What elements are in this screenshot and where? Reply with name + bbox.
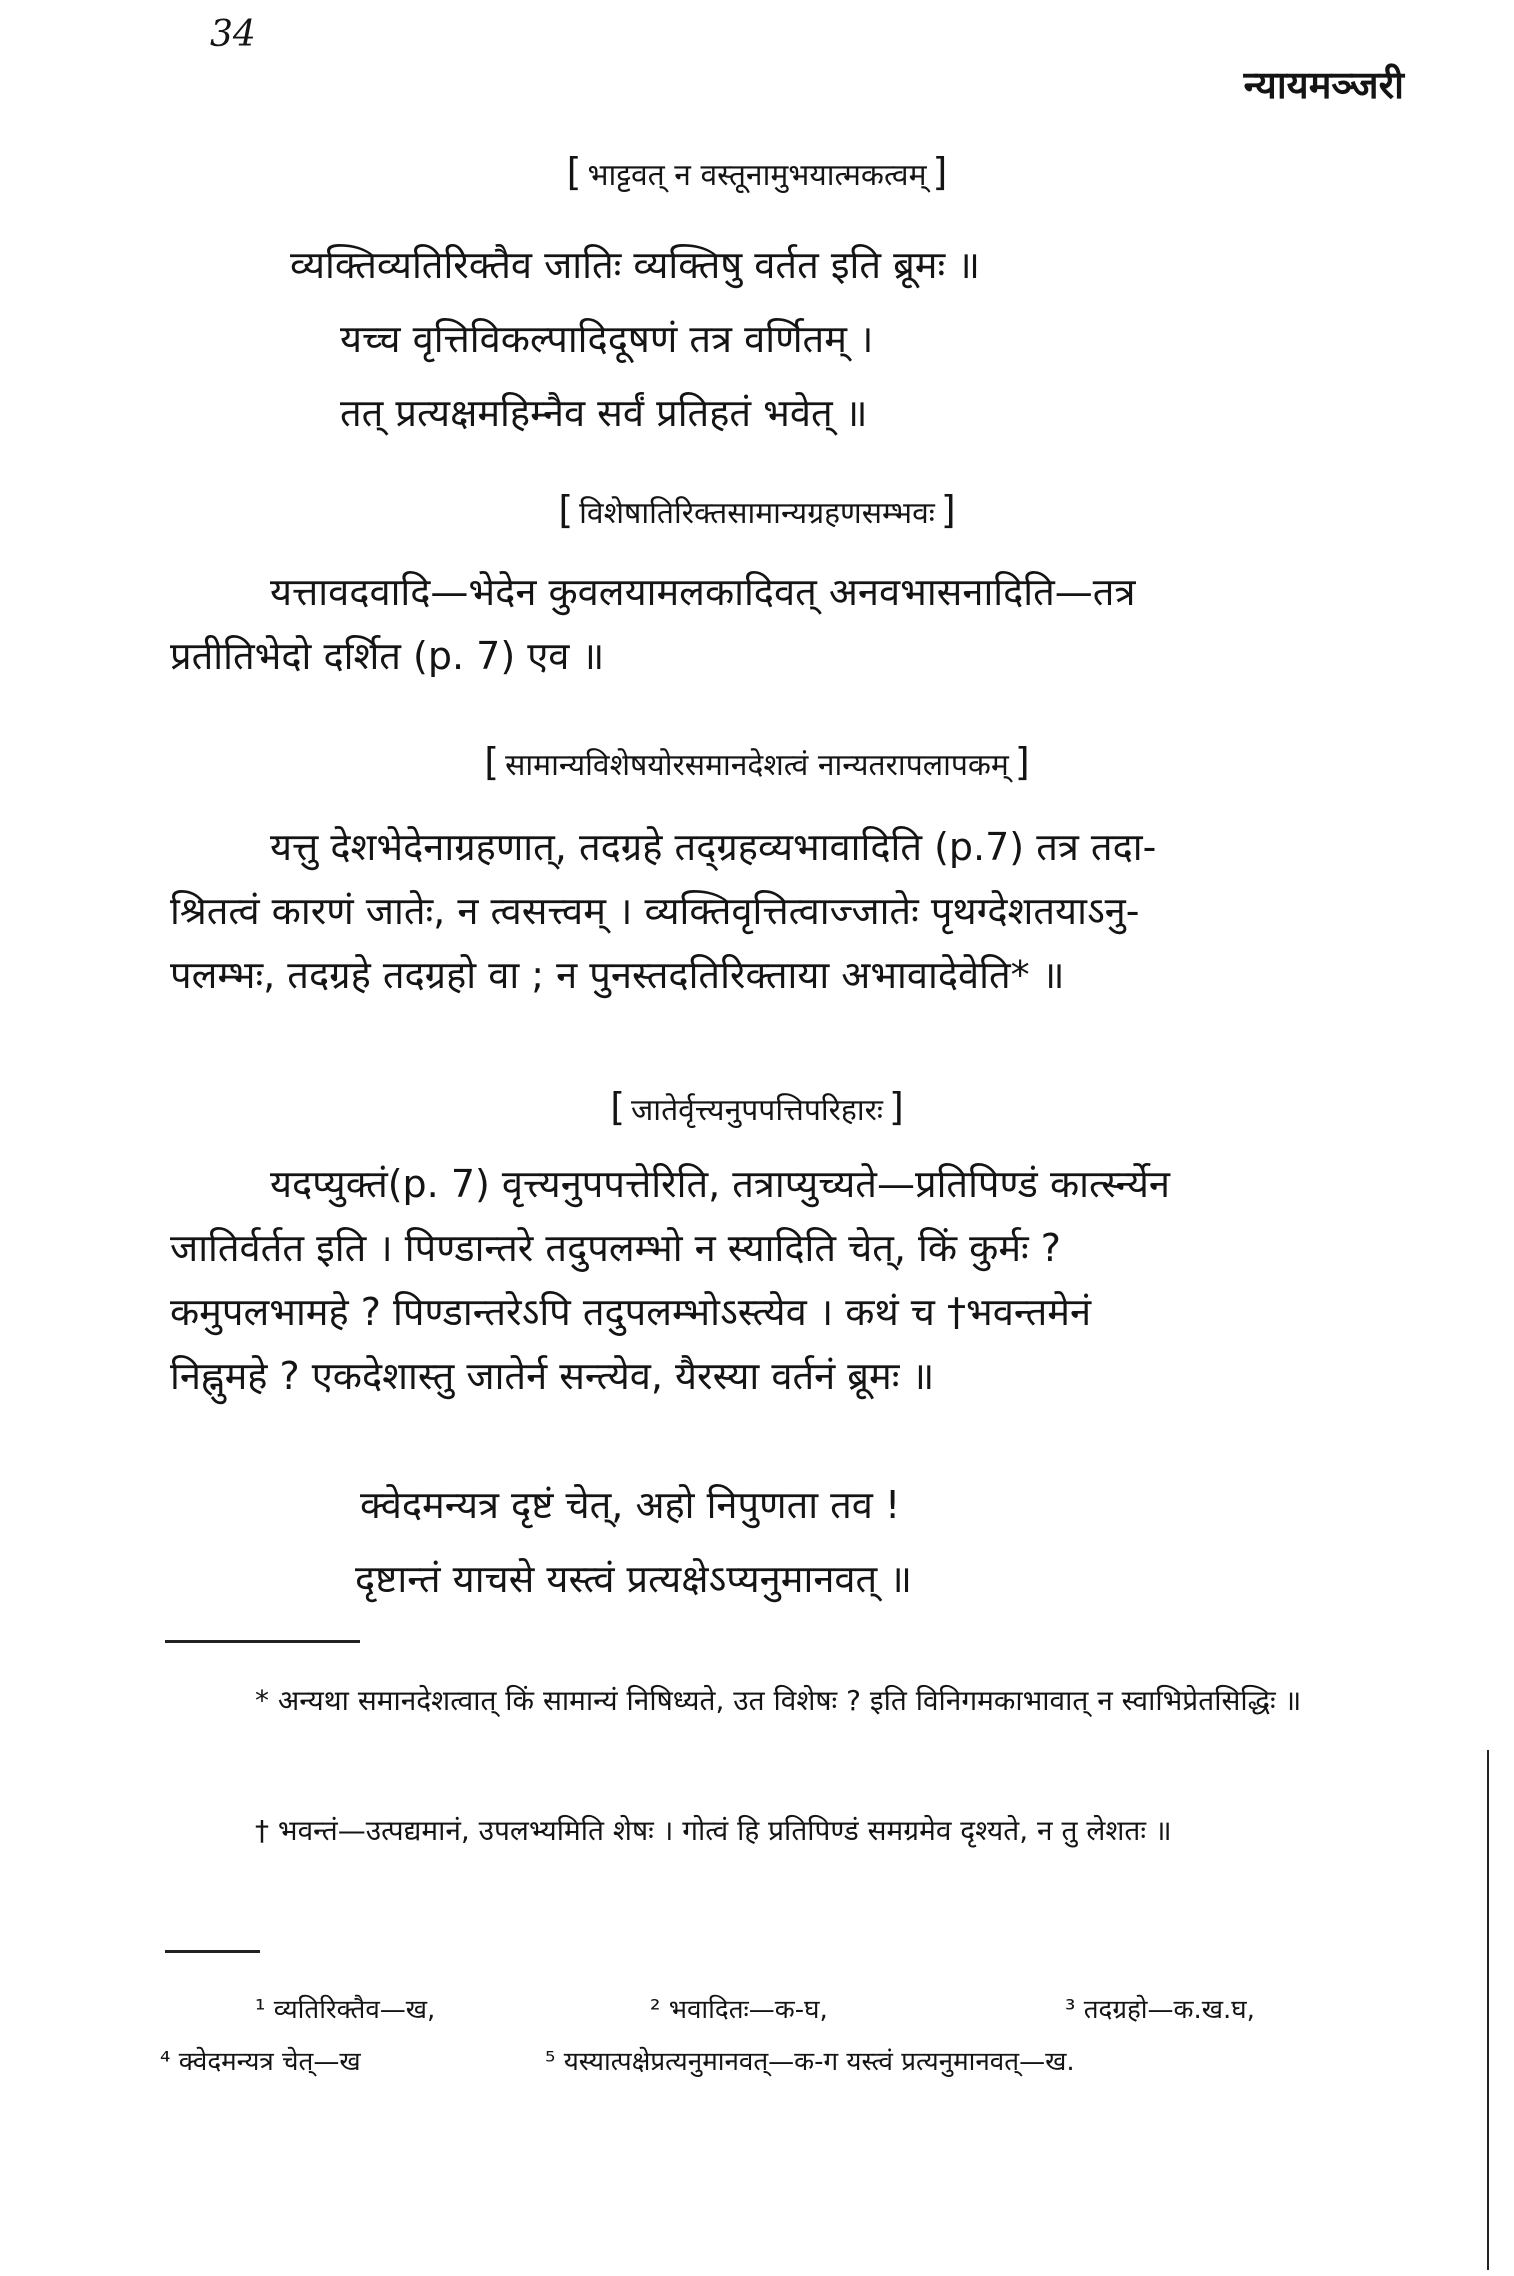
paragraph (170, 560, 1385, 688)
paragraph-line: यदप्युक्तं(p. 7) वृत्त्यनुपपत्तेरिति, तत्राप्युच्यते—प्रतिपिण्डं कार्त्स्न्येन (270, 1162, 1171, 1206)
paragraph-line: श्रितत्वं कारणं जातेः, न त्वसत्त्वम् । व्यक्तिवृत्तित्वाज्जातेः पृथग्देशतयाऽनु- (170, 889, 1140, 933)
section-heading: [ सामान्यविशेषयोरसमानदेशत्वं नान्यतरापलापकम् ] (484, 740, 1030, 784)
variant-separator (165, 1950, 260, 1953)
paragraph-line: प्रतीतिभेदो दर्शित (p. 7) एव ॥ (170, 634, 605, 678)
paragraph (170, 815, 1385, 1007)
paragraph (170, 1152, 1385, 1408)
verse-line: तत् प्रत्यक्षमहिम्नैव सर्वं प्रतिहतं भवेत् ॥ (340, 391, 868, 435)
variant-reading: ³ तदग्रहो—क.ख.घ, (1065, 1995, 1255, 2025)
section-heading: [ जातेर्वृत्त्यनुपपत्तिपरिहारः ] (610, 1085, 904, 1129)
paragraph-line: यत्तावदवादि—भेदेन कुवलयामलकादिवत् अनवभासनादिति—तत्र (270, 570, 1136, 614)
paragraph-line: जातिर्वर्तत इति । पिण्डान्तरे तदुपलम्भो न स्यादिति चेत्, किं कुर्मः ? (170, 1226, 1061, 1270)
footnote: * अन्यथा समानदेशत्वात् किं सामान्यं निषिध्यते, उत विशेषः ? इति विनिगमकाभावात् न स्वाभिप्रेतसिद्धिः ॥ (255, 1684, 1302, 1717)
paragraph-line: पलम्भः, तदग्रहे तदग्रहो वा ; न पुनस्तदतिरिक्ताया अभावादेवेति* ॥ (170, 953, 1065, 997)
paragraph-line: कमुपलभामहे ? पिण्डान्तरेऽपि तदुपलम्भोऽस्त्येव । कथं च †भवन्तमेनं (170, 1290, 1092, 1334)
variant-reading: ¹ व्यतिरिक्तैव—ख, (255, 1995, 436, 2025)
verse-line: यच्च वृत्तिविकल्पादिदूषणं तत्र वर्णितम् । (340, 317, 874, 361)
footnote-separator (165, 1640, 360, 1643)
verse-line: दृष्टान्तं याचसे यस्त्वं प्रत्यक्षेऽप्यनुमानवत् ॥ (355, 1557, 913, 1601)
paragraph-line: यत्तु देशभेदेनाग्रहणात्, तदग्रहे तद्ग्रहव्यभावादिति (p.7) तत्र तदा- (270, 825, 1157, 869)
variant-reading: ⁴ क्वेदमन्यत्र चेत्—ख (160, 2047, 361, 2077)
verse-line: क्वेदमन्यत्र दृष्टं चेत्, अहो निपुणता तव ! (360, 1483, 901, 1527)
page-number: 34 (210, 14, 256, 55)
variant-reading: ² भवादितः—क-घ, (650, 1995, 828, 2025)
section-heading: [ विशेषातिरिक्तसामान्यग्रहणसम्भवः ] (558, 488, 956, 532)
paragraph-line: निह्नुमहे ? एकदेशास्तु जातेर्न सन्त्येव, यैरस्या वर्तनं ब्रूमः ॥ (170, 1354, 935, 1398)
section-heading: [ भाट्टवत् न वस्तूनामुभयात्मकत्वम् ] (566, 150, 948, 194)
variant-reading: ⁵ यस्यात्पक्षेप्रत्यनुमानवत्—क-ग यस्त्वं प्रत्यनुमानवत्—ख. (545, 2047, 1075, 2077)
verse-line: व्यक्तिव्यतिरिक्तैव जातिः व्यक्तिषु वर्तत इति ब्रूमः ॥ (290, 243, 981, 287)
running-head: न्यायमञ्जरी (1243, 63, 1404, 107)
footnote: † भवन्तं—उत्पद्यमानं, उपलभ्यमिति शेषः । गोत्वं हि प्रतिपिण्डं समग्रमेव दृश्यते, न तु लेशतः ॥ (255, 1814, 1172, 1847)
page-edge-line (1487, 1750, 1489, 2270)
